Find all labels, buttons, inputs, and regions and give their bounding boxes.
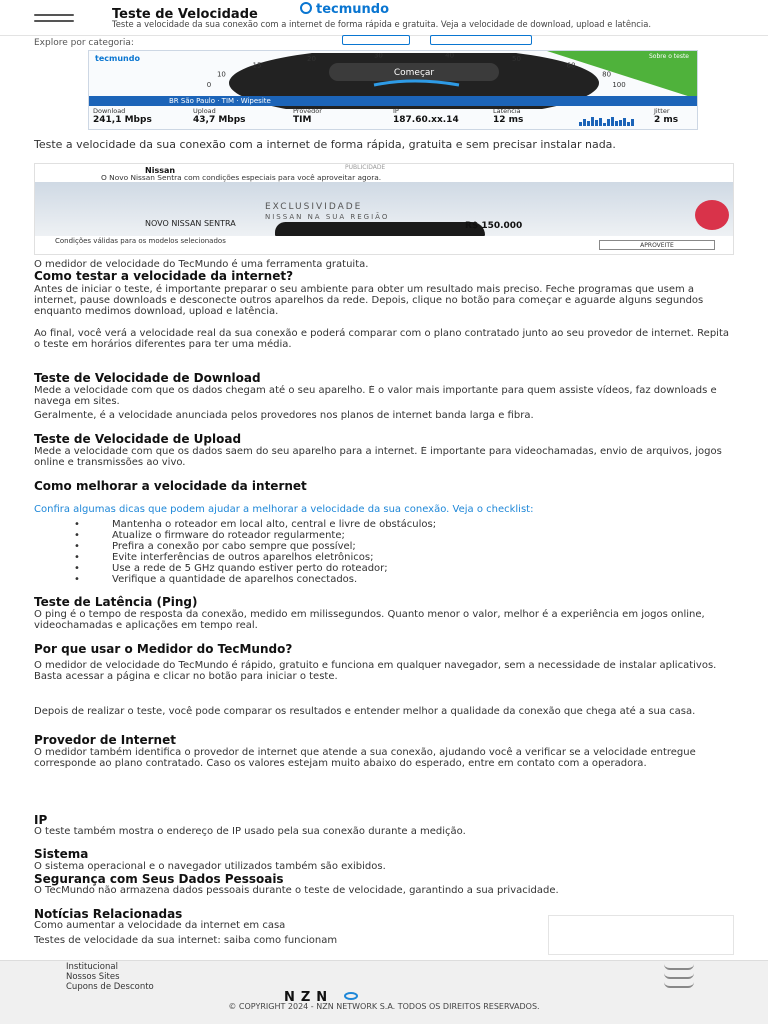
gauge-tick-label: 0 <box>206 81 212 89</box>
module-logo: tecmundo <box>95 54 140 63</box>
stat-value: 241,1 Mbps <box>93 115 152 125</box>
sparkline-bar <box>587 121 590 126</box>
ad-footer: Condições válidas para os modelos selecionados <box>55 237 226 245</box>
page-subtitle: Teste a velocidade da sua conexão com a internet de forma rápida e gratuita. Veja a velocidade de download, upload e latência. <box>112 19 652 29</box>
sparkline-bar <box>619 120 622 126</box>
stat-label: Latência <box>493 107 521 115</box>
brand-logo[interactable] <box>300 2 389 17</box>
section-heading: Por que usar o Medidor do TecMundo? <box>34 642 293 656</box>
article-paragraph: O TecMundo não armazena dados pessoais durante o teste de velocidade, garantindo a sua privacidade. <box>34 885 559 896</box>
chevron-down-icon[interactable] <box>664 964 694 970</box>
stat-label: IP <box>393 107 399 115</box>
section-heading: Notícias Relacionadas <box>34 907 183 921</box>
related-news-link[interactable]: Testes de velocidade da sua internet: saiba como funcionam <box>34 935 338 946</box>
car-image <box>275 222 485 236</box>
gauge-tick-label: 60 <box>566 61 576 70</box>
section-heading: Como testar a velocidade da internet? <box>34 269 294 283</box>
stat-label: Jitter <box>654 107 670 115</box>
explore-label: Explore por categoria: <box>34 38 134 48</box>
list-item: • Atualize o firmware do roteador regularmente; <box>74 530 734 541</box>
nzn-icon <box>344 992 358 1000</box>
ad-price: R$ 150.000 <box>465 221 523 231</box>
stat-value: 187.60.xx.14 <box>393 115 459 125</box>
gauge-tick-label: 50 <box>512 55 521 63</box>
article-paragraph: O ping é o tempo de resposta da conexão, medido em milissegundos. Quanto menor o valor, melhor é a experiência em jogos online, videochamadas e aplicações em tempo real. <box>34 609 705 631</box>
server-bar <box>89 96 698 106</box>
article-paragraph: Geralmente, é a velocidade anunciada pelos provedores nos planos de internet banda larga e fibra. <box>34 410 534 421</box>
stat-ip <box>393 107 459 125</box>
article-paragraph: O medidor de velocidade do TecMundo é uma ferramenta gratuita. <box>34 259 369 270</box>
sparkline-bar <box>579 122 582 126</box>
stat-value: 12 ms <box>493 115 524 125</box>
list-item: • Verifique a quantidade de aparelhos conectados. <box>74 574 734 585</box>
article-paragraph: Mede a velocidade com que os dados chegam até o seu aparelho. É o valor mais importante para quem assiste vídeos, faz downloads e navega em sites. <box>34 385 717 407</box>
stat-label: Download <box>93 107 126 115</box>
copyright: © COPYRIGHT 2024 - NZN NETWORK S.A. TODOS OS DIREITOS RESERVADOS. <box>228 1002 540 1011</box>
intro-text: Teste a velocidade da sua conexão com a internet de forma rápida, gratuita e sem precisar instalar nada. <box>34 138 616 151</box>
start-button[interactable]: Começar <box>393 68 435 78</box>
sparkline-bar <box>627 122 630 126</box>
article-paragraph: Antes de iniciar o teste, é importante preparar o seu ambiente para obter um resultado mais preciso. Feche programas que usem a internet, pause downloads e desconecte outros aparelhos da rede. Depois, clique no botão para começar e aguarde alguns segundos enquanto medimos download, upload e latência. <box>34 284 704 317</box>
gauge-tick-label: 40 <box>445 53 455 60</box>
sparkline-bar <box>611 117 614 126</box>
footer-item-sites[interactable]: Nossos Sites <box>66 972 120 982</box>
section-heading: Sistema <box>34 847 89 861</box>
section-heading: Como melhorar a velocidade da internet <box>34 479 307 493</box>
gauge-tick-label: 30 <box>373 53 383 60</box>
section-heading: Teste de Velocidade de Download <box>34 371 261 385</box>
list-item: • Use a rede de 5 GHz quando estiver perto do roteador; <box>74 563 734 574</box>
gauge-tick-label: 15 <box>252 61 262 70</box>
stat-label: Upload <box>193 107 216 115</box>
list-item: • Evite interferências de outros aparelhos eletrônicos; <box>74 552 734 563</box>
article-paragraph: Ao final, você verá a velocidade real da sua conexão e poderá comparar com o plano contratado junto ao seu provedor de internet. Repita o teste em horários diferentes para ter uma média. <box>34 328 729 350</box>
footer-item-institucional[interactable]: Institucional <box>66 962 118 972</box>
latency-sparkline <box>579 107 649 117</box>
ad-brand: Nissan <box>145 166 176 175</box>
site-header <box>0 0 768 36</box>
chevron-down-icon[interactable] <box>664 973 694 979</box>
site-footer <box>0 960 768 1024</box>
server-bar-text: BR São Paulo · TIM · Wipesite <box>169 97 271 105</box>
sparkline-bar <box>583 119 586 126</box>
sparkline-bar <box>591 117 594 126</box>
ad-top <box>35 164 734 182</box>
ad-subtitle: O Novo Nissan Sentra com condições especiais para você aproveitar agora. <box>101 173 382 182</box>
article-paragraph: O sistema operacional e o navegador utilizados também são exibidos. <box>34 861 386 872</box>
ad-cta-button[interactable]: APROVEITE <box>599 240 715 250</box>
ad-image <box>35 182 734 236</box>
gauge-tick-label: 10 <box>216 70 226 79</box>
footer-item-cupons[interactable]: Cupons de Desconto <box>66 982 154 992</box>
sparkline-bar <box>631 119 634 126</box>
brand-icon <box>300 2 312 14</box>
stat-value: 2 ms <box>654 115 679 125</box>
section-heading: Segurança com Seus Dados Pessoais <box>34 872 284 886</box>
stat-label: Provedor <box>293 107 322 115</box>
article-link[interactable]: Confira algumas dicas que podem ajudar a melhorar a velocidade da sua conexão. Veja o checklist: <box>34 504 534 515</box>
footer-logo-text: NZN <box>284 990 334 1005</box>
stat-value: 43,7 Mbps <box>193 115 246 125</box>
section-heading: Teste de Latência (Ping) <box>34 595 198 609</box>
stat-jitter <box>654 107 678 125</box>
ad-banner[interactable] <box>34 163 734 255</box>
section-heading: Teste de Velocidade de Upload <box>34 432 242 446</box>
ad-headline-text: EXCLUSIVIDADE <box>265 202 363 212</box>
article-paragraph <box>34 504 734 518</box>
tips-list <box>74 519 734 585</box>
speed-test-module <box>88 50 698 130</box>
stat-latency <box>493 107 523 125</box>
gauge-tick-label: 80 <box>602 70 612 79</box>
sparkline-bar <box>595 120 598 126</box>
related-news-link[interactable]: Como aumentar a velocidade da internet em casa <box>34 920 286 931</box>
sparkline-bar <box>607 119 610 126</box>
ad-label: PUBLICIDADE <box>345 164 386 171</box>
category-pill[interactable] <box>430 35 532 45</box>
sparkline-bar <box>599 118 602 126</box>
ad-subheadline: NISSAN NA SUA REGIÃO <box>265 213 390 221</box>
chevron-down-icon[interactable] <box>664 982 694 988</box>
ad-model: NOVO NISSAN SENTRA <box>145 219 236 228</box>
section-heading: IP <box>34 813 48 827</box>
gauge-tick-label: 20 <box>307 55 316 63</box>
page-title: Teste de Velocidade <box>112 7 258 22</box>
corner-badge-label[interactable]: Sobre o teste <box>648 53 689 60</box>
sparkline-bar <box>603 123 606 126</box>
section-heading: Provedor de Internet <box>34 733 176 747</box>
list-item: • Prefira a conexão por cabo sempre que possível; <box>74 541 734 552</box>
brand-name: tecmundo <box>316 2 390 17</box>
stat-upload <box>193 107 246 125</box>
article-paragraph: O medidor de velocidade do TecMundo é rápido, gratuito e funciona em qualquer navegador, sem a necessidade de instalar aplicativos. Basta acessar a página e clicar no botão para iniciar o teste. <box>34 660 717 682</box>
ad-headline <box>265 202 389 222</box>
stat-download <box>93 107 152 125</box>
related-news-card[interactable] <box>548 915 734 955</box>
stat-value: TIM <box>293 115 312 125</box>
ad-bottom <box>35 236 734 255</box>
stat-provider <box>293 107 322 125</box>
sparkline-bar <box>615 121 618 126</box>
menu-icon[interactable] <box>34 14 74 26</box>
tree-image <box>695 200 729 230</box>
sparkline-bar <box>623 118 626 126</box>
article-paragraph: Mede a velocidade com que os dados saem do seu aparelho para a internet. É importante para videochamadas, envio de arquivos, jogos online e transmissões ao vivo. <box>34 446 722 468</box>
article-paragraph: O teste também mostra o endereço de IP usado pela sua conexão durante a medição. <box>34 826 466 837</box>
article-paragraph: O medidor também identifica o provedor de internet que atende a sua conexão, ajudando você a verificar se a velocidade entregue corresponde ao plano contratado. Caso os valores estejam muito abaixo do esperado, entre em contato com a operadora. <box>34 747 696 769</box>
article-paragraph: Depois de realizar o teste, você pode comparar os resultados e entender melhor a qualidade da conexão que chega até a sua casa. <box>34 706 696 717</box>
gauge-tick-label: 100 <box>612 81 626 89</box>
category-pill[interactable] <box>342 35 410 45</box>
list-item: • Mantenha o roteador em local alto, central e livre de obstáculos; <box>74 519 734 530</box>
